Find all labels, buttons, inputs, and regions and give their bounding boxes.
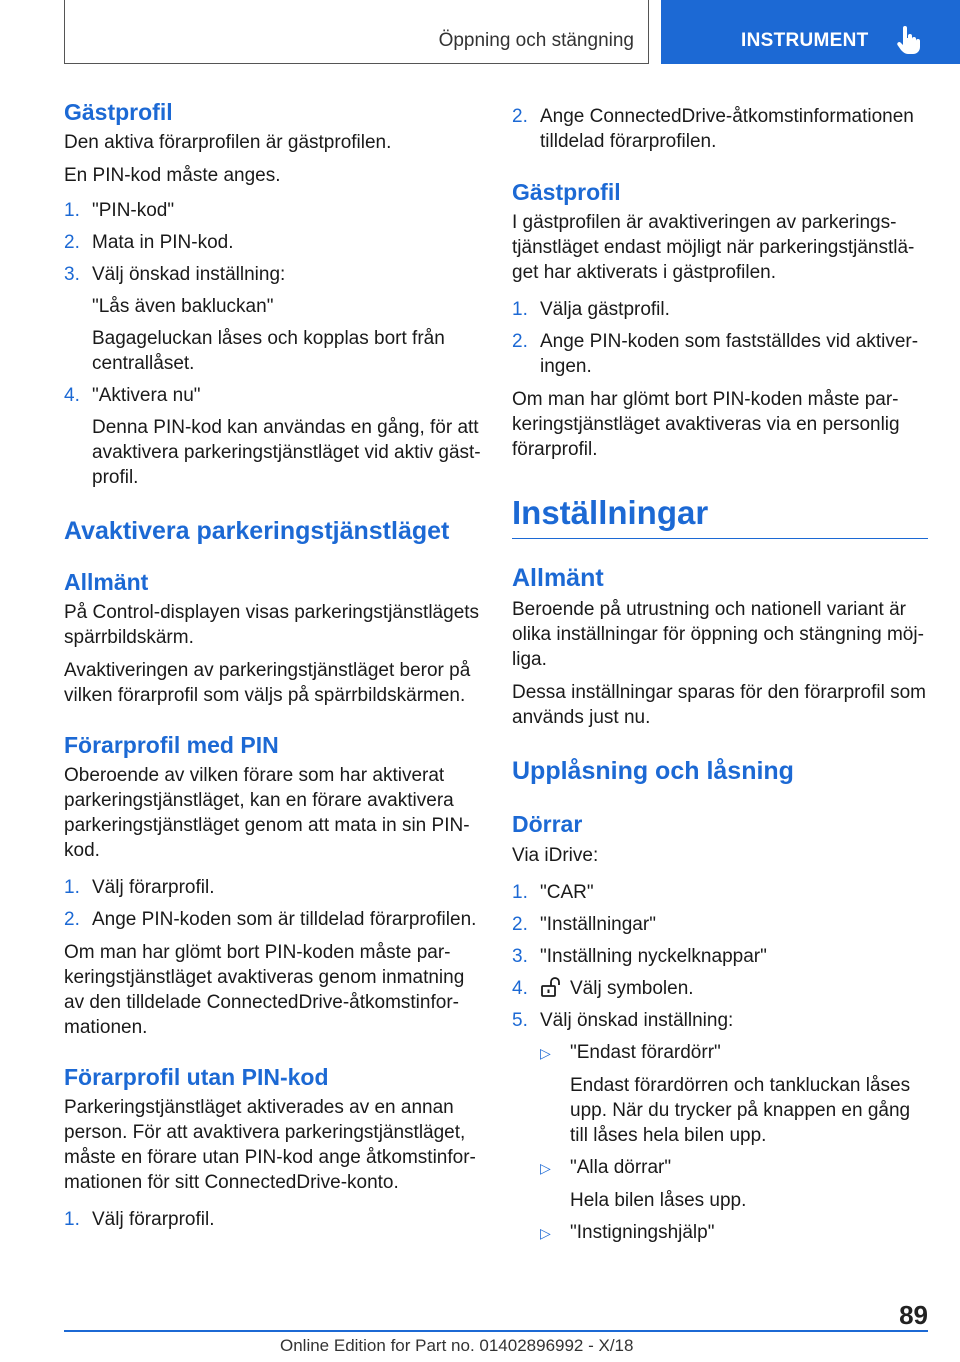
right-column: [512, 98, 928, 1246]
list-item: [512, 297, 928, 322]
item-text: "Inställningar": [540, 914, 656, 935]
sub-item-desc: Denna PIN-kod kan användas en gång, för att avaktivera parkeringstjänstläget vid aktiv gäst-profil.: [92, 417, 481, 488]
page-number: 89: [899, 1300, 928, 1330]
bullet-item: [540, 1040, 928, 1066]
heading-forarprofil-utan: Förarprofil utan PIN-kod: [64, 1064, 329, 1090]
sub-item-desc: Bagageluckan låses och kopplas bort från centrallåset.: [92, 328, 445, 374]
list-item: [64, 907, 482, 932]
paragraph: I gästprofilen är avaktiveringen av parkerings-tjänstläget endast möjligt när parkeringstjänstlä-get har aktiverats i gästprofilen.: [512, 212, 915, 283]
item-text: "Inställning nyckelknappar": [540, 946, 767, 967]
heading-forarprofil-pin: Förarprofil med PIN: [64, 732, 279, 758]
numbered-list: [64, 875, 482, 932]
page-footer: [0, 1300, 960, 1362]
item-number: 2.: [512, 331, 528, 352]
list-item: [512, 944, 928, 969]
hand-pointer-icon: [897, 26, 921, 54]
list-item: [512, 1008, 928, 1033]
bullet-desc: Endast förardörren och tankluckan låses upp. När du trycker på knappen en gång till låses hela bilen upp.: [570, 1075, 911, 1146]
item-number: 2.: [64, 232, 80, 253]
numbered-list: [512, 880, 928, 1246]
paragraph: Om man har glömt bort PIN-koden måste par-keringstjänstläget avaktiveras genom inmatning av den tilldelade ConnectedDrive-åtkomstinfor-mationen.: [64, 942, 465, 1038]
bullet-text: "Endast förardörr": [570, 1042, 721, 1063]
heading-upplasning: Upplåsning och låsning: [512, 757, 794, 785]
paragraph: Om man har glömt bort PIN-koden måste par-keringstjänstläget avaktiveras via en personlig förarprofil.: [512, 389, 900, 460]
heading-dorrar: Dörrar: [512, 811, 583, 837]
item-text: "Aktivera nu": [92, 385, 201, 406]
paragraph: Beroende på utrustning och nationell variant är olika inställningar för öppning och stängning möj-liga.: [512, 599, 924, 670]
item-text: "PIN-kod": [92, 200, 175, 221]
left-column: [64, 98, 482, 1232]
list-item: [512, 912, 928, 937]
item-text: Ange ConnectedDrive-åtkomstinformationen tilldelad förarprofilen.: [540, 106, 914, 152]
heading-allmant: Allmänt: [64, 569, 149, 595]
item-text: Ange PIN-koden som fastställdes vid aktiver-ingen.: [540, 331, 919, 377]
list-item: [64, 262, 482, 287]
paragraph: Parkeringstjänstläget aktiverades av en annan person. För att avaktivera parkeringstjänstläget, måste en förare utan PIN-kod ange åtkomstinfor-mationen för sitt ConnectedDrive-konto.: [64, 1097, 476, 1193]
unlock-icon: [540, 977, 564, 997]
footer-divider: [864, 1330, 928, 1332]
item-number: 3.: [512, 946, 528, 967]
item-text: "CAR": [540, 882, 594, 903]
list-item: [64, 875, 482, 900]
bullet-triangle-icon: ▷: [540, 1045, 551, 1061]
heading-gastprofil: Gästprofil: [64, 99, 173, 125]
bullet-text: "Instigningshjälp": [570, 1222, 715, 1243]
heading-allmant: Allmänt: [512, 564, 604, 592]
item-number: 1.: [512, 882, 528, 903]
list-item: [512, 104, 928, 154]
bullet-item: [540, 1155, 928, 1181]
item-text: Välj förarprofil.: [92, 1209, 215, 1230]
edition-text: Online Edition for Part no. 01402896992 - X/18: [280, 1336, 634, 1355]
item-text: Mata in PIN-kod.: [92, 232, 234, 253]
section-title: Öppning och stängning: [438, 30, 634, 51]
item-text: Välja gästprofil.: [540, 299, 670, 320]
paragraph: Oberoende av vilken förare som har aktiverat parkeringstjänstläget, kan en förare avaktivera parkeringstjänstläget genom att mata in sin PIN-kod.: [64, 765, 470, 861]
item-number: 1.: [512, 299, 528, 320]
list-item: [64, 198, 482, 223]
item-number: 2.: [512, 914, 528, 935]
item-number: 1.: [64, 1209, 80, 1230]
bullet-triangle-icon: ▷: [540, 1160, 551, 1176]
numbered-list: [64, 198, 482, 490]
list-item: [512, 329, 928, 379]
list-item: [64, 383, 482, 408]
bullet-text: "Alla dörrar": [570, 1157, 672, 1178]
heading-installningar: Inställningar: [512, 492, 928, 539]
chapter-tab: [661, 0, 960, 64]
item-number: 3.: [64, 264, 80, 285]
heading-avaktivera: Avaktivera parkeringstjänstläget: [64, 517, 450, 545]
heading-gastprofil: Gästprofil: [512, 179, 621, 205]
item-text: Ange PIN-koden som är tilldelad förarprofilen.: [92, 909, 477, 930]
bullet-item: [540, 1220, 928, 1246]
paragraph: På Control-displayen visas parkeringstjänstlägets spärrbildskärm.: [64, 602, 480, 648]
item-label: Välj symbolen.: [570, 978, 694, 999]
list-item: [512, 880, 928, 905]
paragraph: Den aktiva förarprofilen är gästprofilen.: [64, 132, 392, 153]
chapter-title: INSTRUMENT: [741, 30, 869, 51]
footer-divider: [64, 1330, 864, 1332]
bullet-desc: Hela bilen låses upp.: [570, 1190, 747, 1211]
paragraph: Via iDrive:: [512, 845, 599, 866]
section-tab: [64, 0, 649, 64]
item-text: Välj förarprofil.: [92, 877, 215, 898]
page-header: [0, 0, 960, 66]
item-number: 1.: [64, 200, 80, 221]
numbered-list: [512, 297, 928, 379]
item-text: Välj önskad inställning:: [540, 1010, 734, 1031]
list-item: [512, 976, 928, 1001]
item-text-with-icon: [540, 976, 928, 1001]
item-number: 4.: [512, 978, 528, 999]
paragraph: En PIN-kod måste anges.: [64, 165, 281, 186]
sub-item: "Lås även bakluckan": [92, 296, 274, 317]
item-number: 5.: [512, 1010, 528, 1031]
paragraph: Dessa inställningar sparas för den förarprofil som används just nu.: [512, 682, 926, 728]
item-number: 1.: [64, 877, 80, 898]
item-number: 4.: [64, 385, 80, 406]
list-item: [64, 1207, 482, 1232]
paragraph: Avaktiveringen av parkeringstjänstläget beror på vilken förarprofil som väljs på spärrbildskärmen.: [64, 660, 471, 706]
item-number: 2.: [512, 106, 528, 127]
item-number: 2.: [64, 909, 80, 930]
item-text: Välj önskad inställning:: [92, 264, 286, 285]
list-item: [64, 230, 482, 255]
numbered-list: [64, 1207, 482, 1232]
bullet-triangle-icon: ▷: [540, 1225, 551, 1241]
